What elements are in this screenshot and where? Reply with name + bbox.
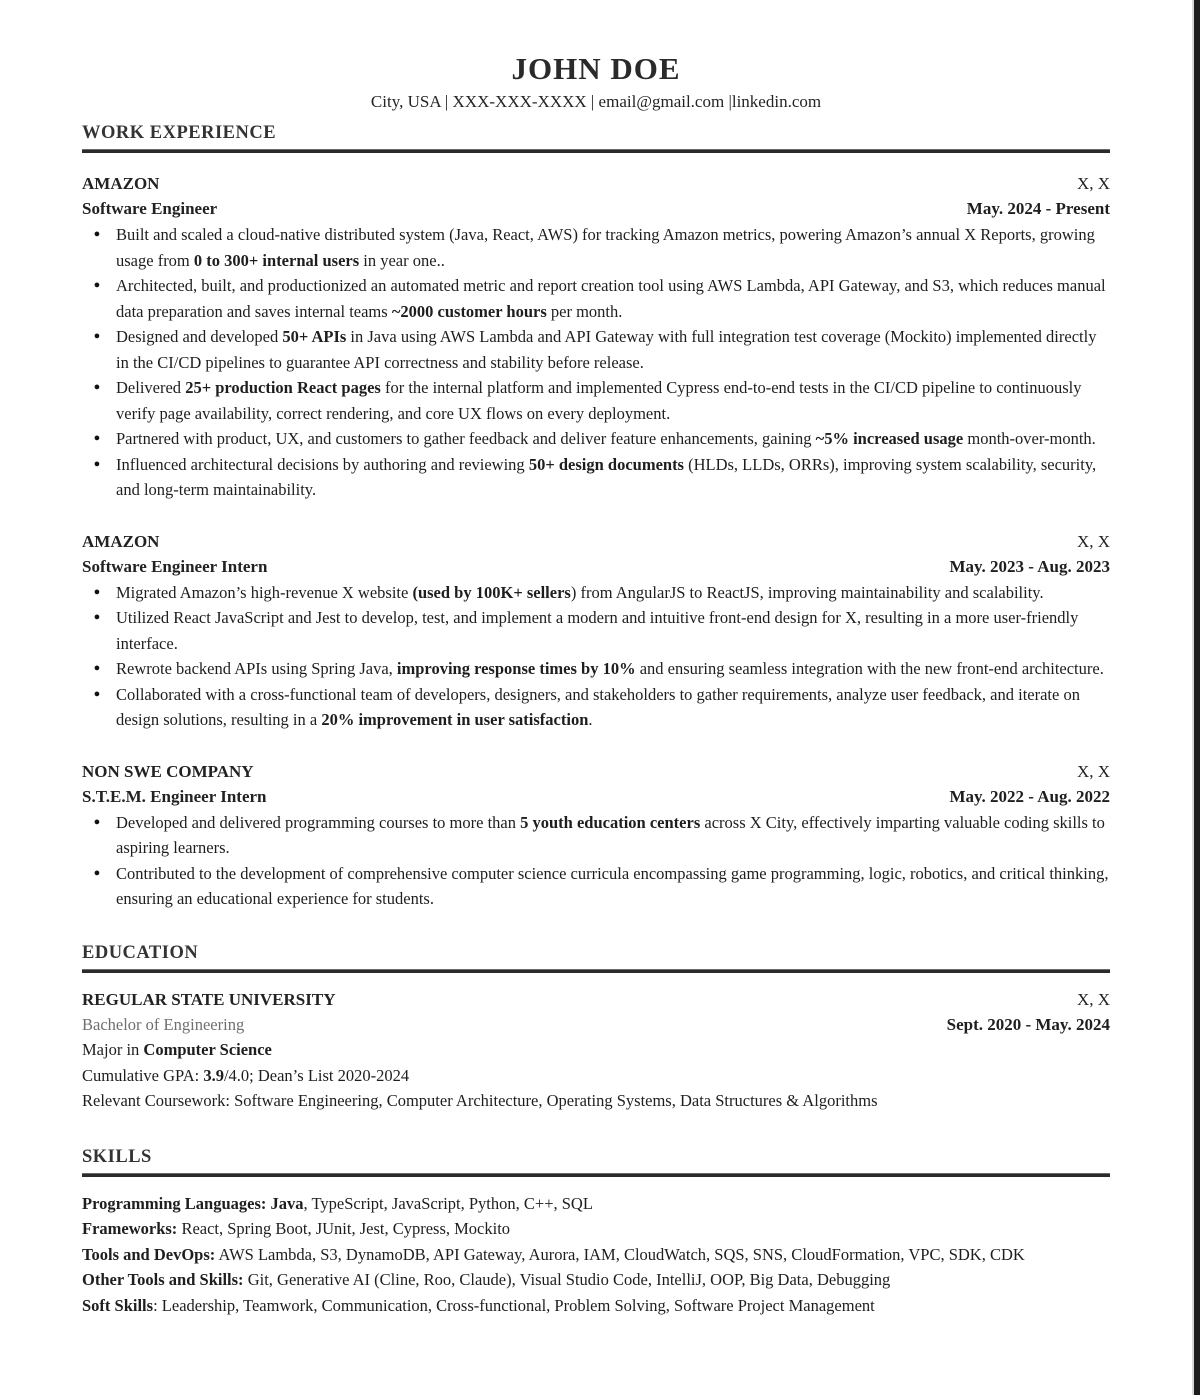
school-location: X, X xyxy=(1076,989,1110,1009)
bullet-item xyxy=(82,861,1110,912)
job-location: X, X xyxy=(1076,761,1110,781)
job-role-row xyxy=(82,784,1110,809)
bullet-item xyxy=(82,375,1110,426)
coursework-line: Relevant Coursework: Software Engineering, Computer Architecture, Operating Systems, Data Structures & Algorithms xyxy=(82,1091,878,1110)
education-body xyxy=(82,973,1110,1114)
bullet-icon: ● xyxy=(93,611,101,623)
bullet-text: Designed and developed 50+ APIs in Java using AWS Lambda and API Gateway with full integration test coverage (Mockito) implemented directly in the CI/CD pipelines to guarantee API correctness and stability before release. xyxy=(116,327,1097,372)
degree-row xyxy=(82,1012,1110,1038)
job-entry xyxy=(82,529,1110,733)
bullet-text: Migrated Amazon’s high-revenue X website (used by 100K+ sellers) from AngularJS to ReactJS, improving maintainability and scalability. xyxy=(116,582,1044,602)
bullet-text: Collaborated with a cross-functional team of developers, designers, and stakeholders to gather requirements, analyze user feedback, and iterate on design solutions, resulting in a 20% improvement in user satisfaction. xyxy=(116,684,1080,729)
job-entry xyxy=(82,759,1110,912)
company-name: AMAZON xyxy=(82,531,160,551)
job-title: Software Engineer Intern xyxy=(82,556,268,576)
section-skills xyxy=(82,1146,1110,1319)
major-line: Major in Computer Science xyxy=(82,1040,272,1059)
bullet-item xyxy=(82,682,1110,733)
skill-line-tools-devops: Tools and DevOps: AWS Lambda, S3, DynamoDB, API Gateway, Aurora, IAM, CloudWatch, SQS, SNS, CloudFormation, VPC, SDK, CDK xyxy=(82,1244,1025,1264)
job-title: Software Engineer xyxy=(82,199,218,218)
bullet-item xyxy=(82,656,1110,682)
bullet-text: Contributed to the development of comprehensive computer science curricula encompassing game programming, logic, robotics, and critical thinking, ensuring an educational experience for students. xyxy=(116,863,1109,908)
company-name: NON SWE COMPANY xyxy=(82,761,254,781)
bullet-icon: ● xyxy=(93,866,101,879)
job-dates: May. 2023 - Aug. 2023 xyxy=(949,556,1110,576)
job-dates: May. 2022 - Aug. 2022 xyxy=(949,786,1110,806)
job-location: X, X xyxy=(1076,174,1110,193)
company-name: AMAZON xyxy=(82,174,160,193)
bullet-icon: ● xyxy=(93,815,101,828)
bullet-item xyxy=(82,222,1110,273)
school-row xyxy=(82,987,1110,1012)
bullet-item xyxy=(82,426,1110,452)
resume-header xyxy=(82,50,1110,114)
job-dates: May. 2024 - Present xyxy=(966,199,1110,218)
viewport-right-edge xyxy=(1192,0,1200,1395)
work-experience-body xyxy=(82,153,1110,912)
contact-line: City, USA | XXX-XXX-XXXX | email@gmail.com |linkedin.com xyxy=(370,92,822,111)
bullet-item xyxy=(82,810,1110,861)
job-bullets xyxy=(82,580,1110,733)
education-heading: EDUCATION xyxy=(82,942,199,963)
section-education xyxy=(82,942,1110,1114)
job-company-row xyxy=(82,529,1110,554)
bullet-icon: ● xyxy=(93,381,101,393)
bullet-icon: ● xyxy=(93,432,101,444)
bullet-text: Partnered with product, UX, and customers to gather feedback and deliver feature enhancements, gaining ~5% increased usage month-over-month. xyxy=(116,429,1096,448)
work-experience-heading: WORK EXPERIENCE xyxy=(82,123,277,143)
job-bullets xyxy=(82,222,1110,503)
section-work-experience xyxy=(82,122,1110,912)
education-dates: Sept. 2020 - May. 2024 xyxy=(946,1014,1110,1034)
bullet-text: Delivered 25+ production React pages for the internal platform and implemented Cypress end-to-end tests in the CI/CD pipeline to continuously verify page availability, correct rendering, and core UX flows on every deployment. xyxy=(116,378,1082,423)
job-bullets xyxy=(82,810,1110,912)
skills-body xyxy=(82,1177,1110,1319)
bullet-item xyxy=(82,452,1110,503)
job-role-row xyxy=(82,196,1110,221)
bullet-text: Built and scaled a cloud-native distributed system (Java, React, AWS) for tracking Amazon metrics, powering Amazon’s annual X Reports, growing usage from 0 to 300+ internal users in year one.. xyxy=(116,225,1095,270)
job-company-row xyxy=(82,759,1110,784)
bullet-item xyxy=(82,273,1110,324)
job-role-row xyxy=(82,554,1110,579)
bullet-icon: ● xyxy=(93,687,101,700)
bullet-icon: ● xyxy=(93,228,101,240)
skill-line-other-tools: Other Tools and Skills: Git, Generative AI (Cline, Roo, Claude), Visual Studio Code, IntelliJ, OOP, Big Data, Debugging xyxy=(82,1270,891,1289)
candidate-name: JOHN DOE xyxy=(511,51,681,86)
job-entry xyxy=(82,171,1110,503)
bullet-item xyxy=(82,580,1110,606)
skill-line-programming-languages: Programming Languages: Java, TypeScript, JavaScript, Python, C++, SQL xyxy=(82,1193,593,1213)
bullet-text: Developed and delivered programming courses to more than 5 youth education centers across X City, effectively imparting valuable coding skills to aspiring learners. xyxy=(116,812,1105,857)
bullet-icon: ● xyxy=(93,662,101,674)
bullet-text: Architected, built, and productionized an automated metric and report creation tool using AWS Lambda, API Gateway, and S3, which reduces manual data preparation and saves internal teams ~2000 customer hours per month. xyxy=(116,276,1106,321)
bullet-icon: ● xyxy=(93,279,101,291)
job-title: S.T.E.M. Engineer Intern xyxy=(82,786,267,806)
bullet-icon: ● xyxy=(93,457,101,470)
bullet-text: Utilized React JavaScript and Jest to develop, test, and implement a modern and intuitive front-end design for X, resulting in a more user-friendly interface. xyxy=(116,608,1079,653)
degree-name: Bachelor of Engineering xyxy=(82,1014,245,1034)
job-company-row xyxy=(82,171,1110,196)
gpa-line: Cumulative GPA: 3.9/4.0; Dean’s List 2020-2024 xyxy=(82,1065,410,1085)
skill-line-soft-skills: Soft Skills: Leadership, Teamwork, Communication, Cross-functional, Problem Solving, Software Project Management xyxy=(82,1295,875,1315)
bullet-text: Rewrote backend APIs using Spring Java, improving response times by 10% and ensuring seamless integration with the new front-end architecture. xyxy=(116,659,1104,678)
bullet-icon: ● xyxy=(93,585,101,598)
bullet-item xyxy=(82,324,1110,375)
bullet-icon: ● xyxy=(93,330,101,342)
bullet-text: Influenced architectural decisions by authoring and reviewing 50+ design documents (HLDs, LLDs, ORRs), improving system scalability, security, and long-term maintainability. xyxy=(116,454,1097,499)
skills-heading: SKILLS xyxy=(82,1146,152,1167)
school-name: REGULAR STATE UNIVERSITY xyxy=(82,989,336,1009)
skill-line-frameworks: Frameworks: React, Spring Boot, JUnit, Jest, Cypress, Mockito xyxy=(82,1219,511,1238)
bullet-item xyxy=(82,605,1110,656)
job-location: X, X xyxy=(1076,531,1110,551)
